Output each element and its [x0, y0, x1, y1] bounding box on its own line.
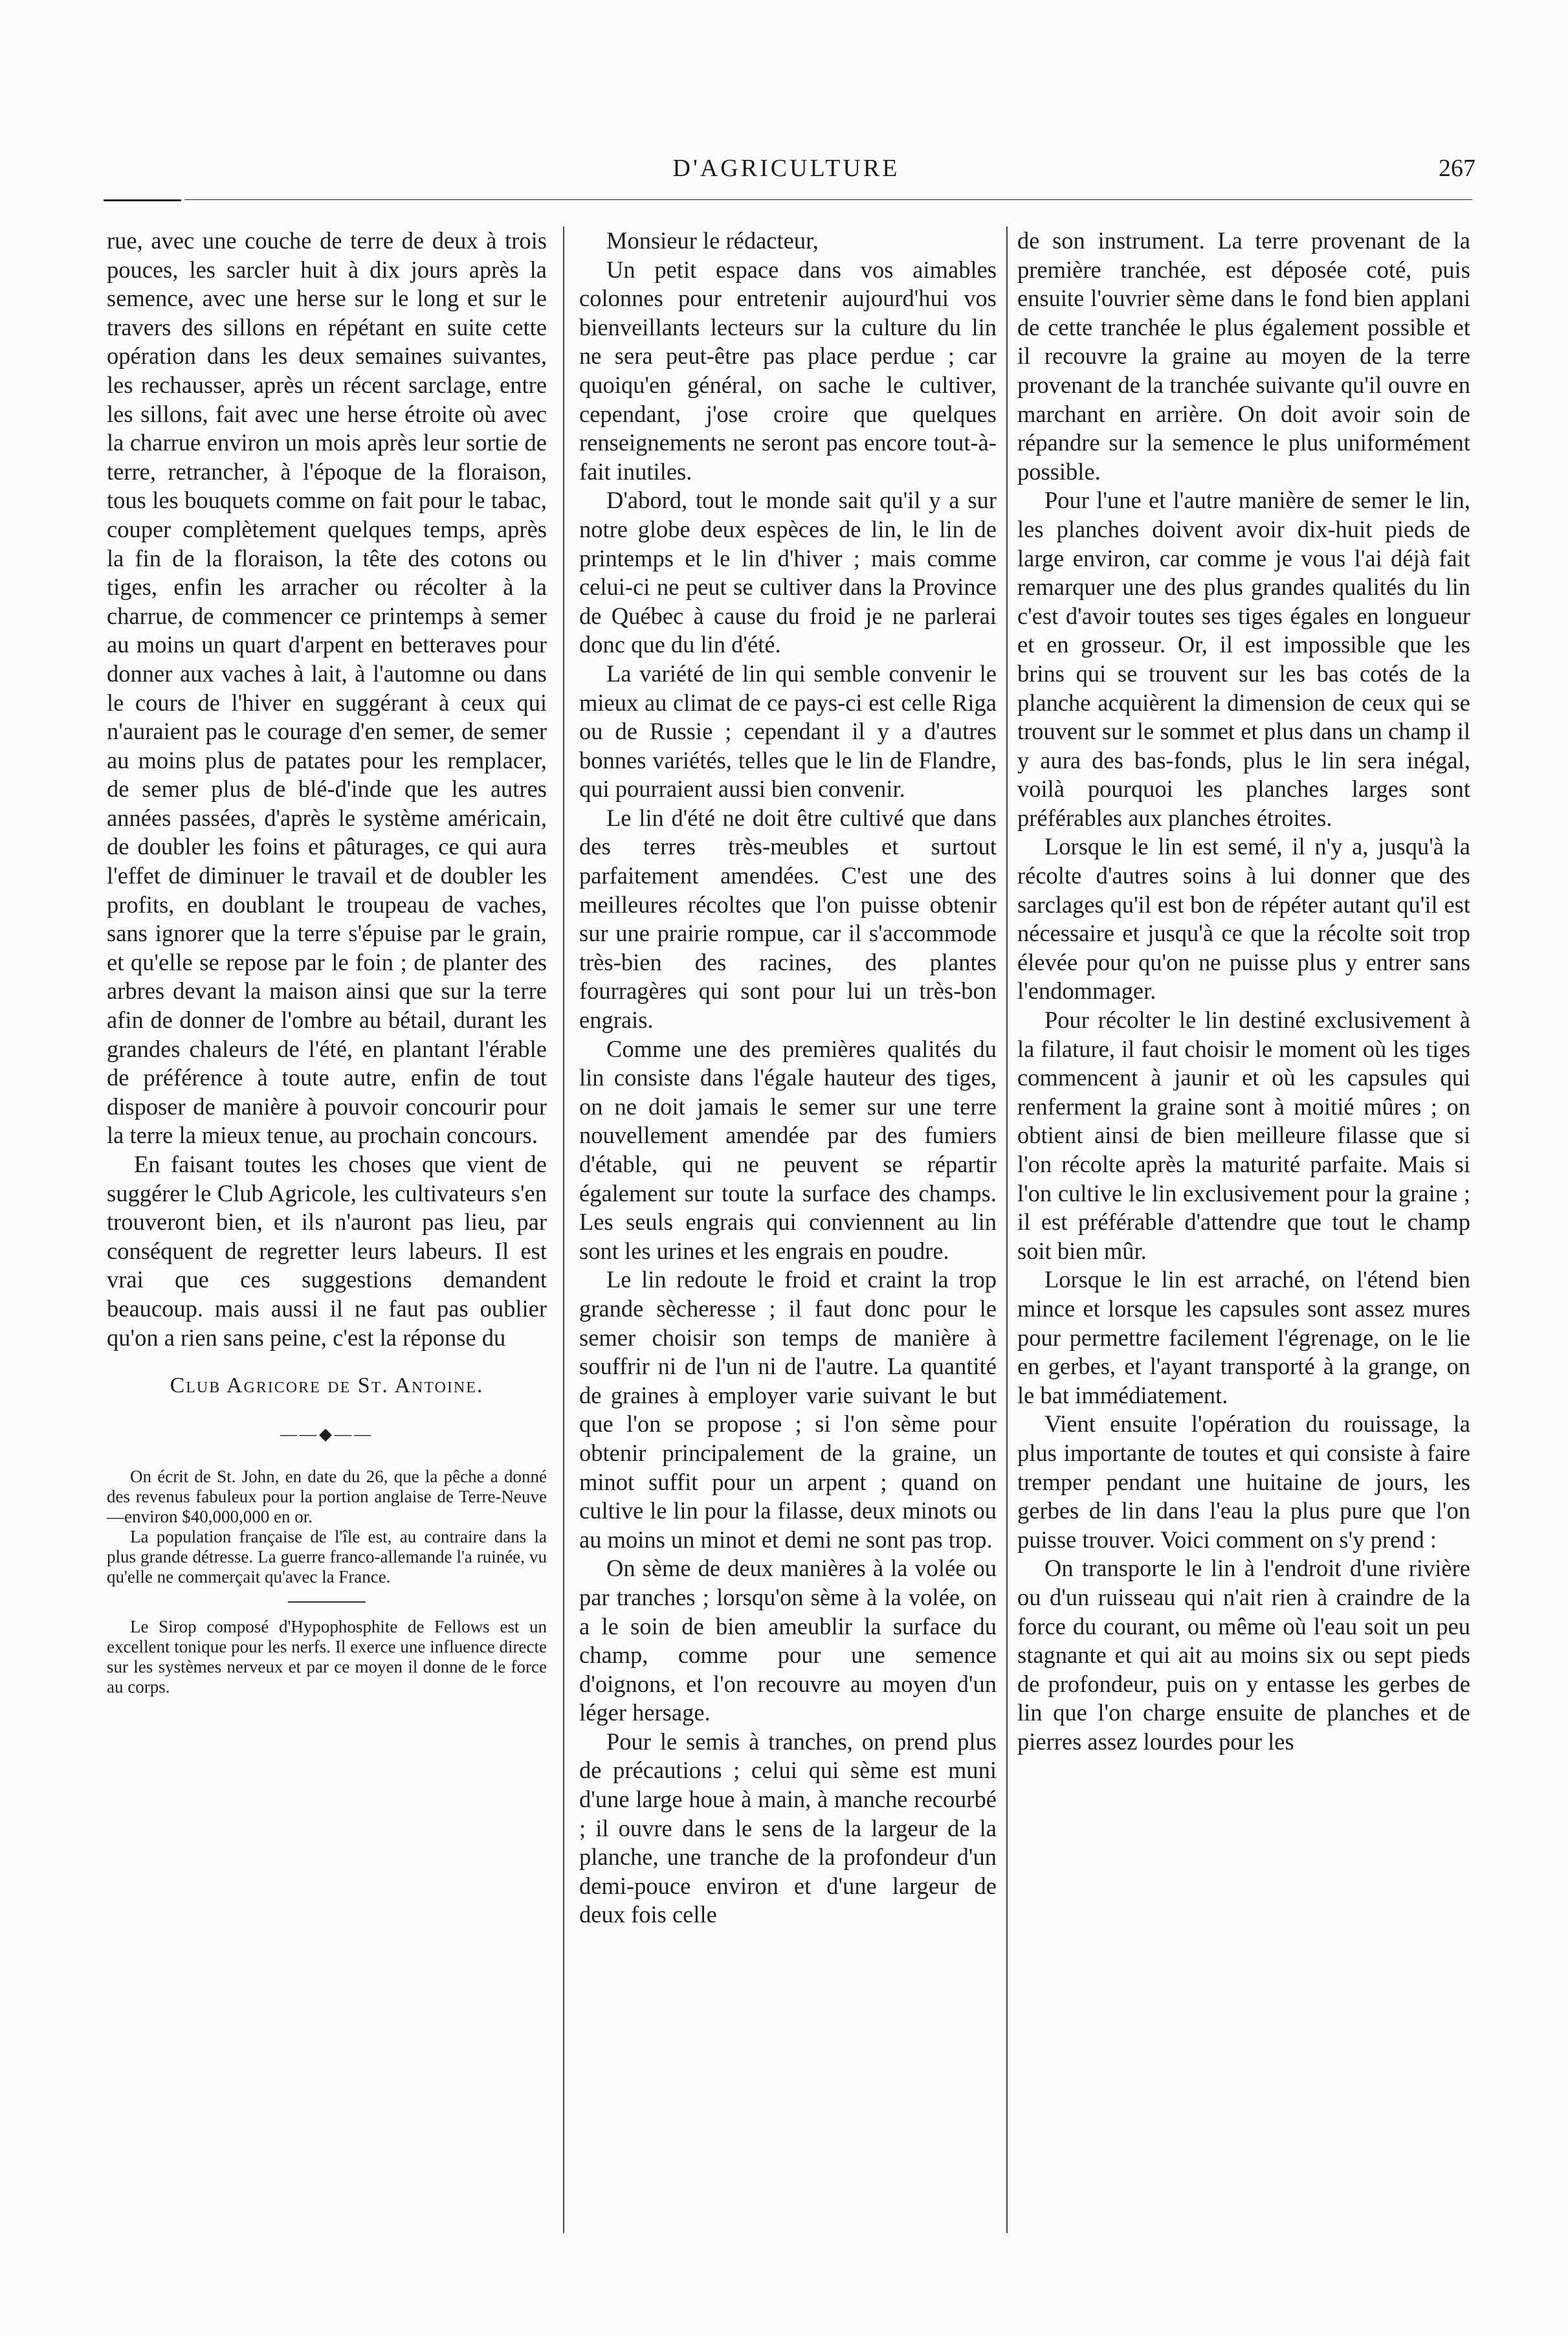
article-paragraph: Le lin d'été ne doit être cultivé que dans des terres très-meubles et surtout parfaitement amendées. C'est une des meilleures récoltes que l'on puisse obtenir sur une prairie rompue, car il s'accommode très-bien des racines, des plantes fourragères qui sont pour lui un très-bon engrais. [579, 804, 997, 1034]
article-paragraph: La variété de lin qui semble convenir le mieux au climat de ce pays-ci est celle Riga ou de Russie ; cependant il y a d'autres bonnes variétés, telles que le lin de Flandre, qui pourraient aussi bien convenir. [579, 660, 997, 803]
header-rule [184, 199, 1472, 200]
ornament-divider: ——◆—— [280, 1424, 373, 1443]
column-divider [1006, 227, 1008, 2233]
article-paragraph: Comme une des premières qualités du lin consiste dans l'égale hauteur des tiges, on ne doit jamais le semer sur une terre nouvellement amendée par des fumiers d'étable, qui ne peuvent se répartir également sur toute la surface des champs. Les seuls engrais qui conviennent au lin sont les urines et les engrais en poudre. [579, 1035, 997, 1264]
article-paragraph: D'abord, tout le monde sait qu'il y a sur notre globe deux espèces de lin, le lin de printemps et le lin d'hiver ; mais comme celui-ci ne peut se cultiver dans la Province de Québec à cause du froid je ne parlerai donc que du lin d'été. [579, 487, 997, 658]
article-paragraph: Le lin redoute le froid et craint la trop grande sècheresse ; il faut donc pour le semer choisir son temps de manière à souffrir ni de l'un ni de l'autre. La quantité de graines à employer varie suivant le but que l'on se propose ; si l'on sème pour obtenir principalement de la graine, un minot suffit pour un arpent ; quand on cultive le lin pour la filasse, deux minots ou au moins un minot et demi ne sont pas trop. [579, 1266, 997, 1553]
column-3 [1017, 227, 1470, 2265]
article-paragraph: Pour le semis à tranches, on prend plus de précautions ; celui qui sème est muni d'une large houe à main, à manche recourbé ; il ouvre dans le sens de la largeur de la planche, une tranche de la profondeur d'un demi-pouce environ et d'une largeur de deux fois celle [579, 1728, 997, 1928]
header-rule-short [104, 199, 181, 201]
article-paragraph: Lorsque le lin est semé, il n'y a, jusqu'à la récolte d'autres soins à lui donner que des sarclages qu'il est bon de répéter autant qu'il est nécessaire et jusqu'à ce que la récolte soit trop élevée pour qu'on ne puisse plus y entrer sans l'endommager. [1017, 833, 1470, 1005]
article-paragraph: Vient ensuite l'opération du rouissage, la plus importante de toutes et qui consiste à faire tremper pendant une huitaine de jours, les gerbes de lin dans l'eau la plus pure que l'on puisse trouver. Voici comment on s'y prend : [1017, 1410, 1470, 1553]
letter-salutation: Monsieur le rédacteur, [606, 227, 819, 254]
article-signature: Club Agricore de St. Antoine. [170, 1374, 484, 1398]
news-brief: La population française de l'île est, au contraire dans la plus grande détresse. La guerre franco-allemande l'a ruinée, vu qu'elle ne commerçait qu'avec la France. [107, 1527, 547, 1587]
article-paragraph: Un petit espace dans vos aimables colonnes pour entretenir aujourd'hui vos bienveillants lecteurs sur la culture du lin ne sera peut-être pas place perdue ; car quoiqu'en général, on sache le cultiver, cependant, j'ose croire que quelques renseignements ne seront pas encore tout-à-fait inutiles. [579, 256, 997, 485]
column-1 [107, 227, 547, 1697]
article-paragraph: Pour l'une et l'autre manière de semer le lin, les planches doivent avoir dix-huit pieds de large environ, car comme je vous l'ai déjà fait remarquer une des plus grandes qualités du lin c'est d'avoir toutes ses tiges égales en longueur et en grosseur. Or, il est impossible que les brins qui se trouvent sur les bas cotés de la planche acquièrent la dimension de ceux qui se trouvent sur le sommet et plus dans un champ il y aura des bas-fonds, plus le lin sera inégal, voilà pourquoi les planches larges sont préférables aux planches étroites. [1017, 487, 1470, 831]
page-header [97, 154, 1475, 193]
column-2 [579, 227, 997, 1930]
article-paragraph: En faisant toutes les choses que vient de suggérer le Club Agricole, les cultivateurs s'en trouveront bien, et ils n'auront pas lieu, par conséquent de regretter leurs labeurs. Il est vrai que ces suggestions demandent beaucoup. mais aussi il ne faut pas oublier qu'on a rien sans peine, c'est la réponse du [107, 1151, 547, 1351]
article-paragraph: On transporte le lin à l'endroit d'une rivière ou d'un ruisseau qui n'ait rien à craindre de la force du courant, ou même où l'eau soit un peu stagnante et qui ait au moins six ou sept pieds de profondeur, puis on y entasse les gerbes de lin que l'on charge ensuite de planches et de pierres assez lourdes pour les [1017, 1555, 1470, 1755]
section-rule [288, 1601, 366, 1603]
article-paragraph: de son instrument. La terre provenant de la première tranchée, est déposée coté, puis ensuite l'ouvrier sème dans le fond bien applani de cette tranchée le plus également possible et il recouvre la graine au moyen de la terre provenant de la tranchée suivante qu'il ouvre en marchant en arrière. On doit avoir soin de répandre sur la semence le plus uniformément possible. [1017, 227, 1470, 485]
article-paragraph: On sème de deux manières à la volée ou par tranches ; lorsqu'on sème à la volée, on a le soin de bien ameublir la surface du champ, comme pour une semence d'oignons, et l'on recouvre au moyen d'un léger hersage. [579, 1555, 997, 1726]
running-head: D'AGRICULTURE [672, 155, 900, 182]
page-number: 267 [1439, 155, 1475, 182]
advertisement-brief: Le Sirop composé d'Hypophosphite de Fellows est un excellent tonique pour les nerfs. Il exerce une influence directe sur les systèmes nerveux et par ce moyen il donne de le force au corps. [107, 1617, 547, 1697]
article-paragraph: Lorsque le lin est arraché, on l'étend bien mince et lorsque les capsules sont assez mures pour permettre facilement l'égrenage, on le lie en gerbes, et l'ayant transporté à la grange, on le bat immédiatement. [1017, 1266, 1470, 1408]
article-paragraph: rue, avec une couche de terre de deux à trois pouces, les sarcler huit à dix jours après la semence, avec une herse sur le long et sur le travers des sillons en répétant en suite cette opération dans les deux semaines suivantes, les rechausser, après un récent sarclage, entre les sillons, fait avec une herse étroite où avec la charrue environ un mois après leur sortie de terre, retrancher, à l'époque de la floraison, tous les bouquets comme on fait pour le tabac, couper complètement quelques temps, après la fin de la floraison, la tête des cotons ou tiges, enfin les arracher ou récolter à la charrue, de commencer ce printemps à semer au moins un quart d'arpent en betteraves pour donner aux vaches à lait, à l'automne ou dans le cours de l'hiver en suggérant à ceux qui n'auraient pas le courage d'en semer, de semer au moins plus de patates pour les remplacer, de semer plus de blé-d'inde que les autres années passées, d'après le système américain, de doubler les foins et pâturages, ce qui aura l'effet de diminuer le travail et de doubler les profits, en doublant le troupeau de vaches, sans ignorer que la terre s'épuise par le grain, et qu'elle se repose par le foin ; de planter des arbres devant la maison ainsi que sur la terre afin de donner de l'ombre au bétail, durant les grandes chaleurs de l'été, en plantant l'érable de préférence à toute autre, enfin de tout disposer de manière à pouvoir concourir pour la terre la mieux tenue, au prochain concours. [107, 227, 547, 1149]
column-divider [563, 227, 564, 2233]
news-brief: On écrit de St. John, en date du 26, que la pêche a donné des revenus fabuleux pour la portion anglaise de Terre-Neuve—environ $40,000,000 en or. [107, 1467, 547, 1527]
article-paragraph: Pour récolter le lin destiné exclusivement à la filature, il faut choisir le moment où les tiges commencent à jaunir et où les capsules qui renferment la graine sont à moitié mûres ; on obtient ainsi de bien meilleure filasse que si l'on récolte après la maturité parfaite. Mais si l'on cultive le lin exclusivement pour la graine ; il est préférable d'attendre que tout le champ soit bien mûr. [1017, 1007, 1470, 1264]
